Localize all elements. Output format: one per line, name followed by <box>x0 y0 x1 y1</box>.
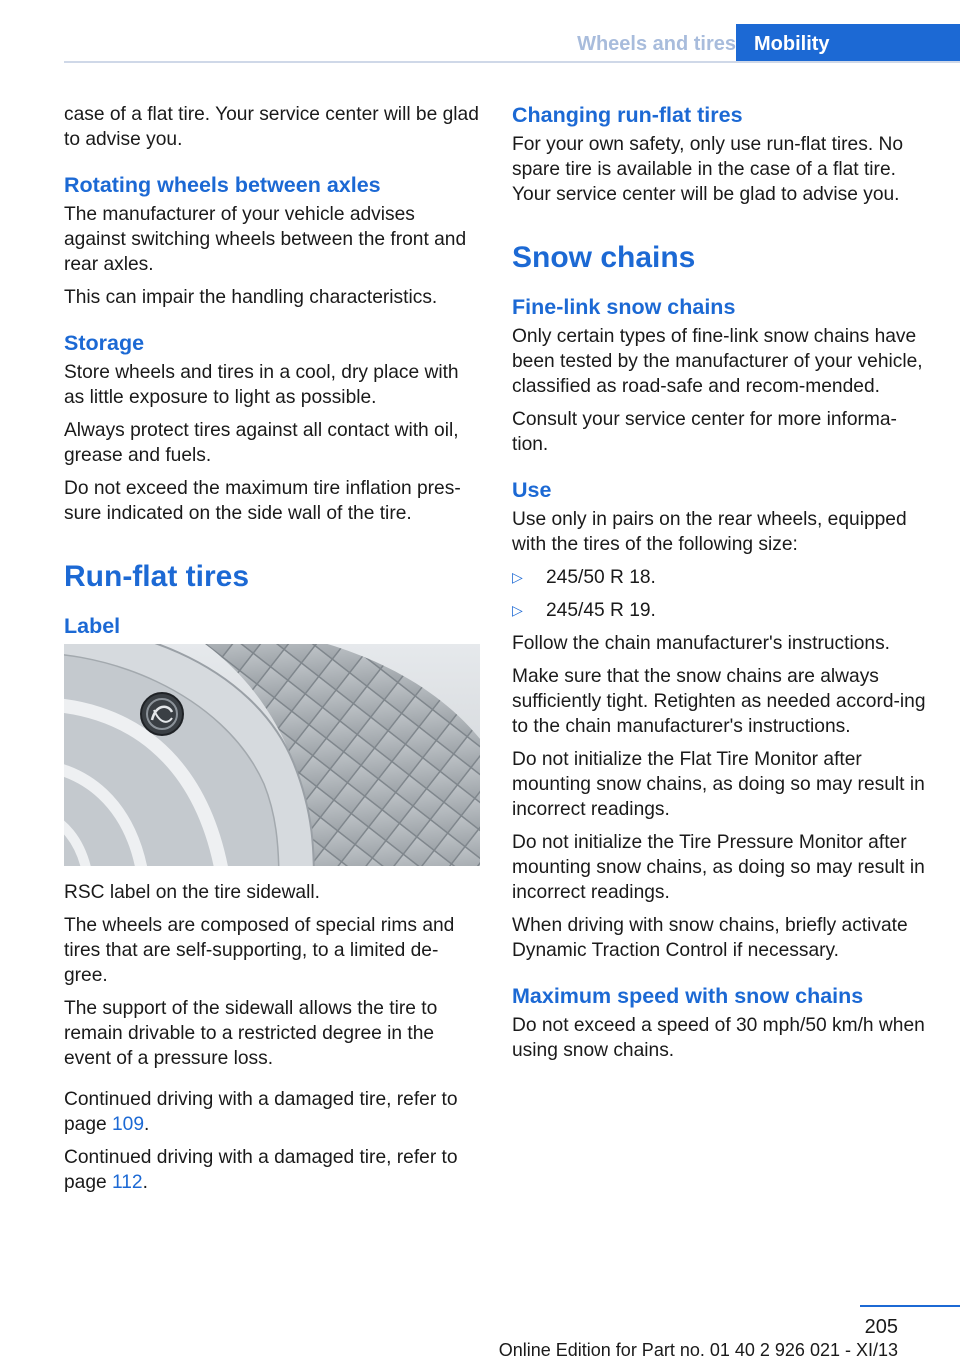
heading-run-flat-tires: Run-flat tires <box>64 560 250 593</box>
rsc-tire-illustration <box>64 644 480 866</box>
heading-rotating-wheels: Rotating wheels between axles <box>64 173 381 197</box>
fine-paragraph-2: Consult your service center for more informa‐tion. <box>512 409 897 455</box>
triangle-right-icon: ▷ <box>512 569 523 585</box>
page-number: 205 <box>864 1316 898 1338</box>
runflat-paragraph-2: The support of the sidewall allows the tire to remain drivable to a restricted degree in the event of a pressure loss. <box>64 998 438 1069</box>
rotating-paragraph-1: The manufacturer of your vehicle advises against switching wheels between the front and rear axles. <box>64 204 467 275</box>
use-paragraph-1: Use only in pairs on the rear wheels, equipped with the tires of the following size: <box>512 509 907 555</box>
use-paragraph-5: Do not initialize the Tire Pressure Monitor after mounting snow chains, as doing so may result in incorrect readings. <box>512 832 925 903</box>
page-reference-2 <box>64 1145 480 1195</box>
header-chapter-label: Mobility <box>754 33 830 55</box>
heading-use: Use <box>512 478 552 502</box>
triangle-right-icon: ▷ <box>512 602 523 618</box>
use-paragraph-3: Make sure that the snow chains are always sufficiently tight. Retighten as needed accord‐ing to the chain manufacturer's instructions. <box>512 666 926 737</box>
storage-paragraph-1: Store wheels and tires in a cool, dry place with as little exposure to light as possible. <box>64 362 459 408</box>
changing-paragraph-1: For your own safety, only use run-flat tires. No spare tire is available in the case of a flat tire. Your service center will be glad to advise you. <box>512 134 904 205</box>
heading-label: Label <box>64 614 121 638</box>
page-reference-1 <box>64 1087 480 1137</box>
list-item <box>512 598 928 623</box>
use-paragraph-2: Follow the chain manufacturer's instructions. <box>512 633 890 654</box>
heading-maximum-speed: Maximum speed with snow chains <box>512 984 864 1008</box>
page-link-109[interactable]: 109 <box>112 1114 145 1135</box>
header-divider <box>64 61 960 63</box>
heading-fine-link: Fine-link snow chains <box>512 295 736 319</box>
tire-size-1: 245/50 R 18. <box>546 567 656 588</box>
page-reference-1-text: Continued driving with a damaged tire, refer to page <box>64 1089 458 1135</box>
right-column <box>512 102 928 1071</box>
intro-text: case of a flat tire. Your service center will be glad to advise you. <box>64 104 479 150</box>
list-item <box>512 565 928 590</box>
max-speed-paragraph: Do not exceed a speed of 30 mph/50 km/h when using snow chains. <box>512 1015 925 1061</box>
footer-edition: Online Edition for Part no. 01 40 2 926 021 - XI/13 <box>498 1340 898 1360</box>
heading-changing-run-flat: Changing run-flat tires <box>512 103 743 127</box>
use-paragraph-4: Do not initialize the Flat Tire Monitor after mounting snow chains, as doing so may result in incorrect readings. <box>512 749 925 820</box>
storage-paragraph-2: Always protect tires against all contact with oil, grease and fuels. <box>64 420 459 466</box>
figure-caption: RSC label on the tire sidewall. <box>64 882 320 903</box>
page-reference-1-period: . <box>144 1114 150 1135</box>
footer-divider <box>860 1305 960 1307</box>
page-link-112[interactable]: 112 <box>112 1172 143 1193</box>
rotating-paragraph-2: This can impair the handling characteristics. <box>64 287 438 308</box>
left-column <box>64 102 480 1203</box>
storage-paragraph-3: Do not exceed the maximum tire inflation pres‐sure indicated on the side wall of the tire. <box>64 478 461 524</box>
use-paragraph-6: When driving with snow chains, briefly activate Dynamic Traction Control if necessary. <box>512 915 908 961</box>
page-reference-2-text: Continued driving with a damaged tire, refer to page <box>64 1147 458 1193</box>
header-section-title: Wheels and tires <box>577 33 736 55</box>
header-chapter-tab <box>736 24 960 63</box>
heading-snow-chains: Snow chains <box>512 241 696 274</box>
heading-storage: Storage <box>64 331 145 355</box>
tire-size-2: 245/45 R 19. <box>546 600 656 621</box>
fine-paragraph-1: Only certain types of fine-link snow chains have been tested by the manufacturer of your vehicle, classified as road-safe and recom‐mended. <box>512 326 923 397</box>
runflat-paragraph-1: The wheels are composed of special rims and tires that are self-supporting, to a limited de‐gree. <box>64 915 455 986</box>
page-reference-2-period: . <box>142 1172 148 1193</box>
